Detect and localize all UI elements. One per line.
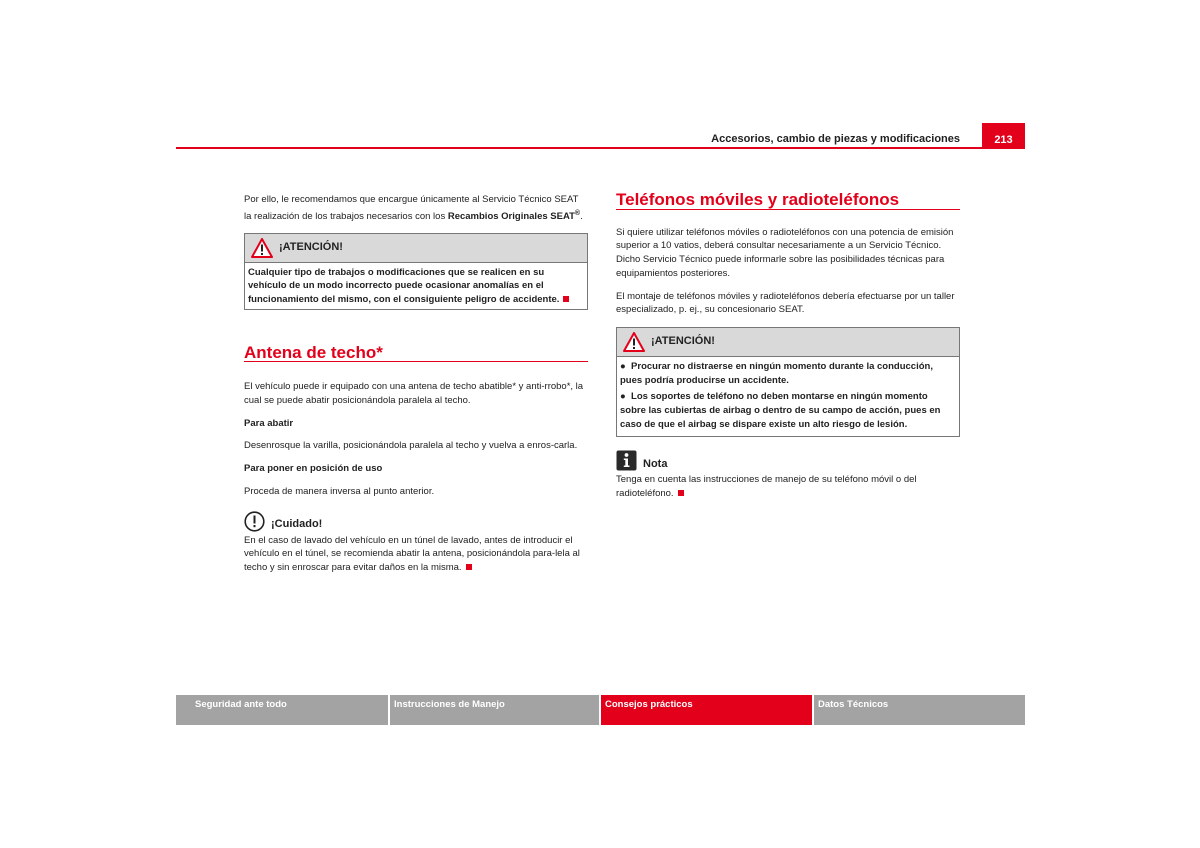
caution-exclamation-icon xyxy=(244,511,265,532)
end-marker xyxy=(678,490,684,496)
caution-text: En el caso de lavado del vehículo en un túnel de lavado, antes de introducir el vehículo en el túnel, se recomienda abatir la antena, posicionándola para-lela al techo y sin enroscar para evitar daños en la misma. xyxy=(244,534,580,573)
warning-box-phones xyxy=(616,327,960,438)
bullet-icon: ● xyxy=(620,360,632,372)
bullet-icon: ● xyxy=(620,391,632,403)
note-header xyxy=(616,450,960,471)
antenna-paragraph: El vehículo puede ir equipado con una antena de techo abatible* y anti-rrobo*, la cual se puede abatir posicionándola paralela al techo. xyxy=(244,381,584,407)
warning-text: Cualquier tipo de trabajos o modificaciones que se realicen en su vehículo de un modo incorrecto puede ocasionar anomalías en el funcionamiento del mismo, con el consiguiente peligro de accidente. xyxy=(245,263,587,309)
end-marker xyxy=(563,296,569,302)
note-label: Nota xyxy=(643,457,668,470)
section-title-antenna: Antena de techo* xyxy=(244,346,588,363)
warning-box xyxy=(244,233,588,310)
warning-header xyxy=(245,234,587,263)
subheading-use-position: Para poner en posición de uso xyxy=(244,463,383,475)
caution-header xyxy=(244,511,588,532)
warning-header xyxy=(617,328,959,357)
footer-tab-operating-instructions[interactable]: Instrucciones de Manejo xyxy=(390,695,599,725)
footer-tab-technical-data[interactable]: Datos Técnicos xyxy=(814,695,1025,725)
running-header-title: Accesorios, cambio de piezas y modificaciones xyxy=(711,133,960,145)
warning-item: ● Procurar no distraerse en ningún momento durante la conducción, pues podría producirse un accidente. xyxy=(620,360,933,386)
warning-triangle-icon xyxy=(623,332,645,352)
subheading-fold: Para abatir xyxy=(244,417,294,429)
section-title-phones: Teléfonos móviles y radioteléfonos xyxy=(616,193,960,210)
warning-list xyxy=(617,357,959,437)
intro-paragraph: Por ello, le recomendamos que encargue únicamente al Servicio Técnico SEAT la realización de los trabajos necesarios con los Recambios Originales SEAT®. xyxy=(244,194,583,222)
footer-tab-safety[interactable]: Seguridad ante todo xyxy=(176,695,388,725)
fold-paragraph: Desenrosque la varilla, posicionándola paralela al techo y vuelva a enros-carla. xyxy=(244,440,578,452)
header-rule xyxy=(176,147,1025,149)
phones-paragraph-1: Si quiere utilizar teléfonos móviles o radioteléfonos con una potencia de emisión superior a 10 vatios, deberá consultar necesariamente a un Servicio Técnico. Dicho Servicio Técnico puede informarle sobre las posibilidades técnicas para equipamientos posteriores. xyxy=(616,226,954,279)
warning-label: ¡ATENCIÓN! xyxy=(279,240,343,253)
note-text: Tenga en cuenta las instrucciones de manejo de su teléfono móvil o del radioteléfono. xyxy=(616,474,917,500)
caution-label: ¡Cuidado! xyxy=(271,517,323,530)
end-marker xyxy=(466,564,472,570)
warning-label: ¡ATENCIÓN! xyxy=(651,335,715,348)
right-column xyxy=(616,190,960,510)
phones-paragraph-2: El montaje de teléfonos móviles y radioteléfonos debería efectuarse por un taller especializado, p. ej., su concesionario SEAT. xyxy=(616,290,955,316)
use-position-paragraph: Proceda de manera inversa al punto anterior. xyxy=(244,485,435,497)
page-number: 213 xyxy=(982,123,1025,149)
info-icon xyxy=(616,450,637,471)
footer-tab-practical-tips[interactable]: Consejos prácticos xyxy=(601,695,812,725)
left-column xyxy=(244,193,588,584)
warning-triangle-icon xyxy=(251,238,273,258)
warning-item: ● Los soportes de teléfono no deben montarse en ningún momento sobre las cubiertas de airbag o dentro de su campo de acción, pues en caso de que el airbag se dispare existe un alto riesgo de lesión. xyxy=(620,391,941,430)
